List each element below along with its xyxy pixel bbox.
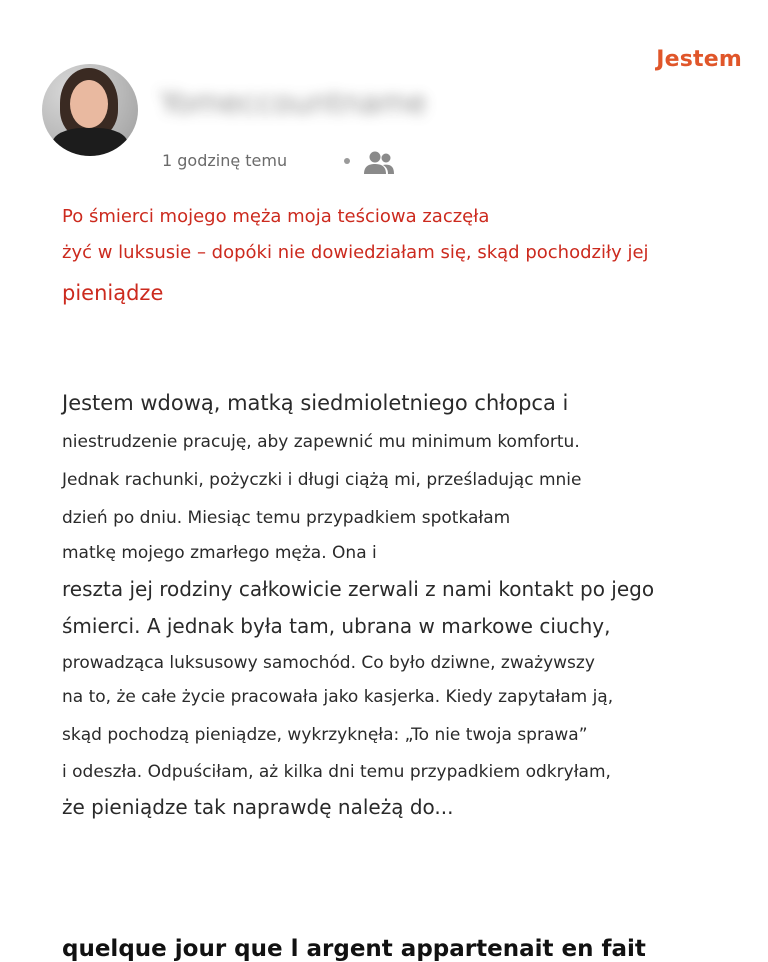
body-line: i odeszła. Odpuściłam, aż kilka dni temu przypadkiem odkryłam,	[62, 762, 611, 782]
body-line: że pieniądze tak naprawdę należą do...	[62, 795, 454, 819]
body-line: prowadząca luksusowy samochód. Co było dziwne, zważywszy	[62, 653, 595, 673]
body-line: matkę mojego zmarłego męża. Ona i	[62, 543, 377, 563]
body-line: niestrudzenie pracuję, aby zapewnić mu minimum komfortu.	[62, 432, 580, 452]
avatar-shirt	[52, 128, 128, 156]
jestem-link[interactable]: Jestem	[656, 47, 742, 72]
avatar-face	[70, 80, 108, 128]
body-line: skąd pochodzą pieniądze, wykrzyknęła: „To nie twoja sprawa”	[62, 725, 588, 745]
body-line: reszta jej rodziny całkowicie zerwali z nami kontakt po jego	[62, 577, 655, 601]
body-line: Jednak rachunki, pożyczki i długi ciążą mi, prześladując mnie	[62, 470, 582, 490]
body-line: śmierci. A jednak była tam, ubrana w markowe ciuchy,	[62, 614, 611, 638]
cut-off-text: quelque jour que l argent appartenait en fait	[62, 936, 646, 962]
body-line: na to, że całe życie pracowała jako kasjerka. Kiedy zapytałam ją,	[62, 687, 614, 707]
body-line: dzień po dniu. Miesiąc temu przypadkiem spotkałam	[62, 508, 511, 528]
meta-separator-dot	[344, 158, 350, 164]
people-icon	[362, 148, 396, 178]
title-line: żyć w luksusie – dopóki nie dowiedziałam się, skąd pochodziły jej	[62, 242, 649, 263]
avatar[interactable]	[42, 64, 138, 156]
title-line: Po śmierci mojego męża moja teściowa zaczęła	[62, 206, 490, 227]
title-line: pieniądze	[62, 281, 164, 305]
body-line: Jestem wdową, matką siedmioletniego chłopca i	[62, 391, 569, 415]
author-name[interactable]: Yomeccountname	[160, 86, 427, 121]
post-timestamp: 1 godzinę temu	[162, 151, 288, 170]
